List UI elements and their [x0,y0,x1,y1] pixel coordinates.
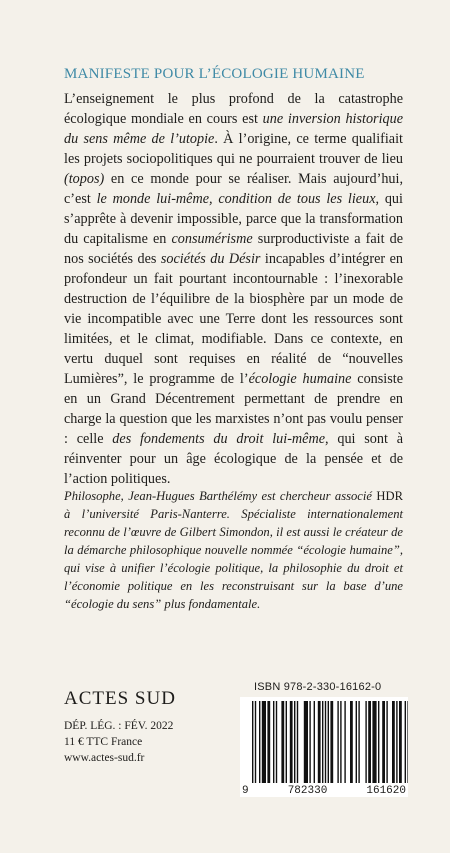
barcode-bar [262,701,266,783]
barcode-bar [368,701,371,783]
barcode-bar [255,701,256,783]
summary-text: L’enseignement le plus profond de la catastrophe écologique mondiale en cours est [64,91,403,127]
back-cover-summary [64,89,403,489]
barcode-bar [325,701,326,783]
barcode-bar [273,701,274,783]
summary-text: consiste en un Grand Décentrement permettant de prendre en charge la question que les marxistes n’ont pas voulu penser : celle [64,371,403,447]
barcode-bars [240,697,408,785]
barcode-bar [318,701,321,783]
barcode-bar [286,701,287,783]
barcode-bar [392,701,395,783]
summary-italic: des fondements du droit lui-même [112,431,326,447]
bio-hdr: HDR [376,489,403,503]
barcode [240,697,408,797]
barcode-bar [281,701,284,783]
legal-deposit: DÉP. LÉG. : FÉV. 2022 [64,720,174,732]
price: 11 € TTC France [64,736,143,748]
barcode-bar [399,701,402,783]
publisher-website: www.actes-sud.fr [64,752,145,764]
barcode-bar [330,701,333,783]
bio-text: à l’université Paris-Nanterre. Spécialiste internationalement reconnu de l’œuvre de Gilbert Simondon, il est aussi le créateur de la démarche philosophique nouvelle nommée “écologie humaine”, qui vise à unifier l’écologie politique, la philosophie du droit et l’économie politique en les reconstruisant sur la base d’une “écologie du sens” plus fondamentale. [64,507,403,611]
barcode-bar [297,701,298,783]
barcode-digits-left: 782330 [287,785,328,797]
book-title: MANIFESTE POUR L’ÉCOLOGIE HUMAINE [64,66,365,82]
summary-italic: consumérisme [171,231,253,247]
barcode-bar [407,701,408,783]
barcode-bar [358,701,359,783]
barcode-bar [309,701,310,783]
summary-italic: (topos) [64,171,105,187]
barcode-bar [365,701,366,783]
barcode-bar [396,701,397,783]
barcode-bar [267,701,270,783]
isbn: ISBN 978-2-330-16162-0 [254,681,382,693]
summary-italic: le monde lui-même, condition de tous les lieux [96,191,376,207]
summary-italic: écologie humaine [248,371,352,387]
barcode-digits-right: 161620 [366,785,406,797]
barcode-bar [276,701,277,783]
barcode-bar [350,701,353,783]
barcode-bar [340,701,341,783]
barcode-digit-prefix: 9 [242,785,249,797]
barcode-bar [344,701,345,783]
barcode-bar [304,701,308,783]
barcode-bar [378,701,379,783]
author-bio [64,487,403,613]
barcode-bar [290,701,293,783]
barcode-digits [240,785,408,797]
barcode-bar [382,701,385,783]
barcode-bar [328,701,329,783]
barcode-bar [405,701,406,783]
summary-italic: une inversion historique du sens même de l’utopie [64,111,403,147]
barcode-bar [386,701,387,783]
summary-text: en ce monde pour se réaliser. Mais aujourd’hui, c’est [64,171,403,207]
barcode-bar [314,701,315,783]
barcode-bar [356,701,357,783]
barcode-bar [337,701,338,783]
bio-text: Philosophe, Jean-Hugues Barthélémy est chercheur associé [64,489,377,503]
barcode-bar [252,701,253,783]
summary-text: incapables d’intégrer en profondeur un fait pourtant incontournable : l’inexorable destruction de l’équilibre de la biosphère par un mode de vie incompatible avec une Terre dont les ressources sont limitées, et le climat, modifiable. Dans ce contexte, en vertu duquel sont requises en réalité de “nouvelles Lumières”, le programme de l’ [64,251,403,387]
summary-text: , qui sont à réinventer pour un âge écologique de la pensée et de l’action politiques. [64,431,403,487]
barcode-bar [322,701,323,783]
publisher-logo: ACTES SUD [64,688,176,709]
summary-text: surproductiviste a fait de nos sociétés des [64,231,403,267]
barcode-bar [294,701,295,783]
summary-text: , qui s’apprête à devenir impossible, parce que la transformation du capitalisme en [64,191,403,247]
barcode-bar [372,701,376,783]
barcode-bar [259,701,260,783]
summary-italic: sociétés du Désir [160,251,261,267]
summary-text: . À l’origine, ce terme qualifiait les projets sociopolitiques qui ne pourraient trouver de lieu [64,131,403,167]
